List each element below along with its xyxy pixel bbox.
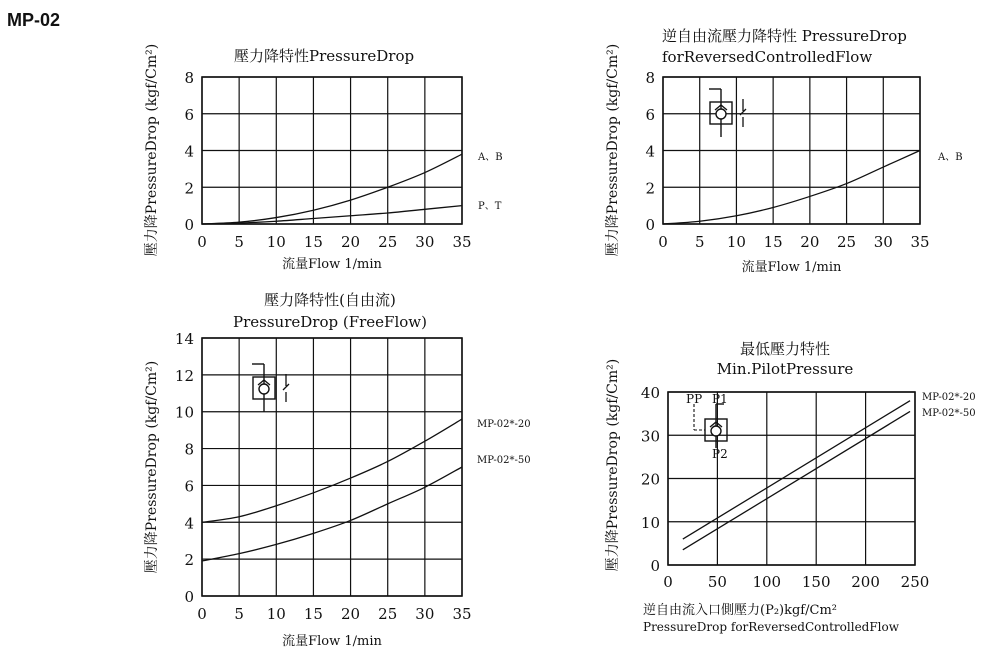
series-label: P、T [478, 201, 502, 212]
x-tick-label: 30 [415, 233, 435, 251]
chart-4 [604, 340, 976, 634]
series-label: A、B [478, 152, 503, 163]
x-axis-label: 流量Flow 1/min [282, 634, 382, 649]
x-tick-label: 30 [415, 605, 435, 623]
y-tick-label: 2 [184, 179, 194, 198]
series-label: MP-02*-50 [922, 408, 976, 419]
x-tick-label: 10 [266, 233, 286, 251]
x-tick-label: 35 [452, 605, 472, 623]
x-tick-label: 15 [303, 605, 323, 623]
y-tick-label: 14 [174, 330, 194, 348]
check-valve-symbol-icon [252, 364, 289, 412]
chart-title: 逆自由流壓力降特性 PressureDrop [662, 27, 907, 45]
series-label: A、B [938, 152, 963, 163]
x-tick-label: 15 [763, 233, 783, 251]
y-tick-label: 4 [645, 142, 655, 161]
x-axis-label: 流量Flow 1/min [282, 257, 382, 272]
y-tick-label: 0 [184, 216, 194, 234]
y-tick-label: 10 [640, 513, 660, 532]
chart-title: 壓力降特性(自由流) [264, 291, 396, 309]
y-tick-label: 8 [184, 440, 194, 459]
y-tick-label: 4 [184, 514, 194, 533]
x-tick-label: 20 [341, 605, 361, 623]
y-tick-label: 4 [184, 142, 194, 161]
series-label: MP-02*-20 [477, 419, 531, 430]
symbol-ball [259, 384, 269, 394]
x-tick-label: 150 [801, 573, 831, 591]
x-tick-label: 0 [658, 233, 668, 251]
x-tick-label: 5 [234, 233, 244, 251]
chart-title: 壓力降特性PressureDrop [234, 47, 415, 65]
pilot-check-valve-symbol-icon [686, 392, 728, 461]
y-axis-label: 壓力降PressureDrop (kgf/Cm²) [144, 360, 160, 574]
x-tick-label: 0 [197, 233, 207, 251]
symbol-ball [711, 426, 721, 436]
symbol-label: P2 [712, 447, 728, 461]
check-valve-symbol-icon [709, 89, 746, 137]
series-line [202, 467, 462, 561]
y-tick-label: 0 [645, 216, 655, 234]
chart-2 [604, 27, 963, 275]
x-tick-label: 25 [378, 233, 398, 251]
x-tick-label: 200 [851, 573, 880, 591]
y-tick-label: 40 [640, 384, 660, 402]
chart-title: 最低壓力特性 [739, 340, 831, 358]
chart-subtitle: PressureDrop (FreeFlow) [233, 313, 427, 331]
x-tick-label: 10 [266, 605, 286, 623]
y-axis-label: 壓力降PressureDrop (kgf/Cm²) [144, 43, 160, 257]
y-axis-label: 壓力降PressureDrop (kgf/Cm²) [605, 43, 621, 257]
y-tick-label: 8 [645, 69, 655, 87]
y-tick-label: 6 [645, 105, 655, 124]
symbol-pilot-line [740, 99, 746, 127]
x-axis-label: 流量Flow 1/min [741, 260, 842, 275]
chart-3 [143, 291, 531, 649]
x-tick-label: 100 [752, 573, 782, 591]
y-tick-label: 2 [184, 551, 194, 570]
x-tick-label: 15 [303, 233, 323, 251]
x-tick-label: 5 [234, 605, 244, 623]
y-tick-label: 0 [184, 588, 194, 606]
symbol-pilot-line [283, 374, 289, 402]
y-tick-label: 30 [640, 427, 660, 446]
symbol-label: PP [686, 392, 703, 406]
x-tick-label: 0 [663, 573, 673, 591]
y-tick-label: 8 [184, 69, 194, 87]
x-tick-label: 35 [910, 233, 930, 251]
page-label: MP-02 [7, 10, 61, 30]
y-axis-label: 壓力降PressureDrop (kgf/Cm²) [605, 358, 621, 572]
y-tick-label: 2 [645, 179, 655, 198]
x-tick-label: 50 [707, 573, 727, 591]
y-tick-label: 20 [640, 470, 660, 489]
y-tick-label: 6 [184, 477, 194, 496]
x-tick-label: 30 [873, 233, 893, 251]
x-tick-label: 20 [341, 233, 361, 251]
symbol-ball [716, 109, 726, 119]
x-tick-label: 25 [837, 233, 857, 251]
symbol-label: P1 [712, 392, 728, 406]
x-axis-label: 逆自由流入口側壓力(P₂)kgf/Cm² [643, 603, 837, 618]
x-tick-label: 35 [452, 233, 472, 251]
x-tick-label: 250 [900, 573, 930, 591]
y-tick-label: 0 [650, 557, 660, 575]
plot-frame [202, 338, 462, 596]
series-label: MP-02*-20 [922, 392, 976, 403]
x-tick-label: 5 [694, 233, 705, 251]
x-tick-label: 0 [197, 605, 207, 623]
chart-subtitle: forReversedControlledFlow [662, 48, 873, 66]
y-tick-label: 6 [184, 105, 194, 124]
chart-1 [143, 44, 503, 272]
x-tick-label: 20 [800, 233, 820, 251]
y-tick-label: 10 [174, 403, 194, 422]
x-tick-label: 25 [378, 605, 398, 623]
y-tick-label: 12 [174, 366, 194, 385]
series-line [202, 206, 462, 224]
chart-subtitle: Min.PilotPressure [716, 360, 854, 378]
series-label: MP-02*-50 [477, 455, 531, 466]
x-tick-label: 10 [726, 233, 746, 251]
series-line [202, 419, 462, 522]
x-axis-label-english: PressureDrop forReversedControlledFlow [643, 620, 900, 634]
series-line [202, 154, 462, 224]
